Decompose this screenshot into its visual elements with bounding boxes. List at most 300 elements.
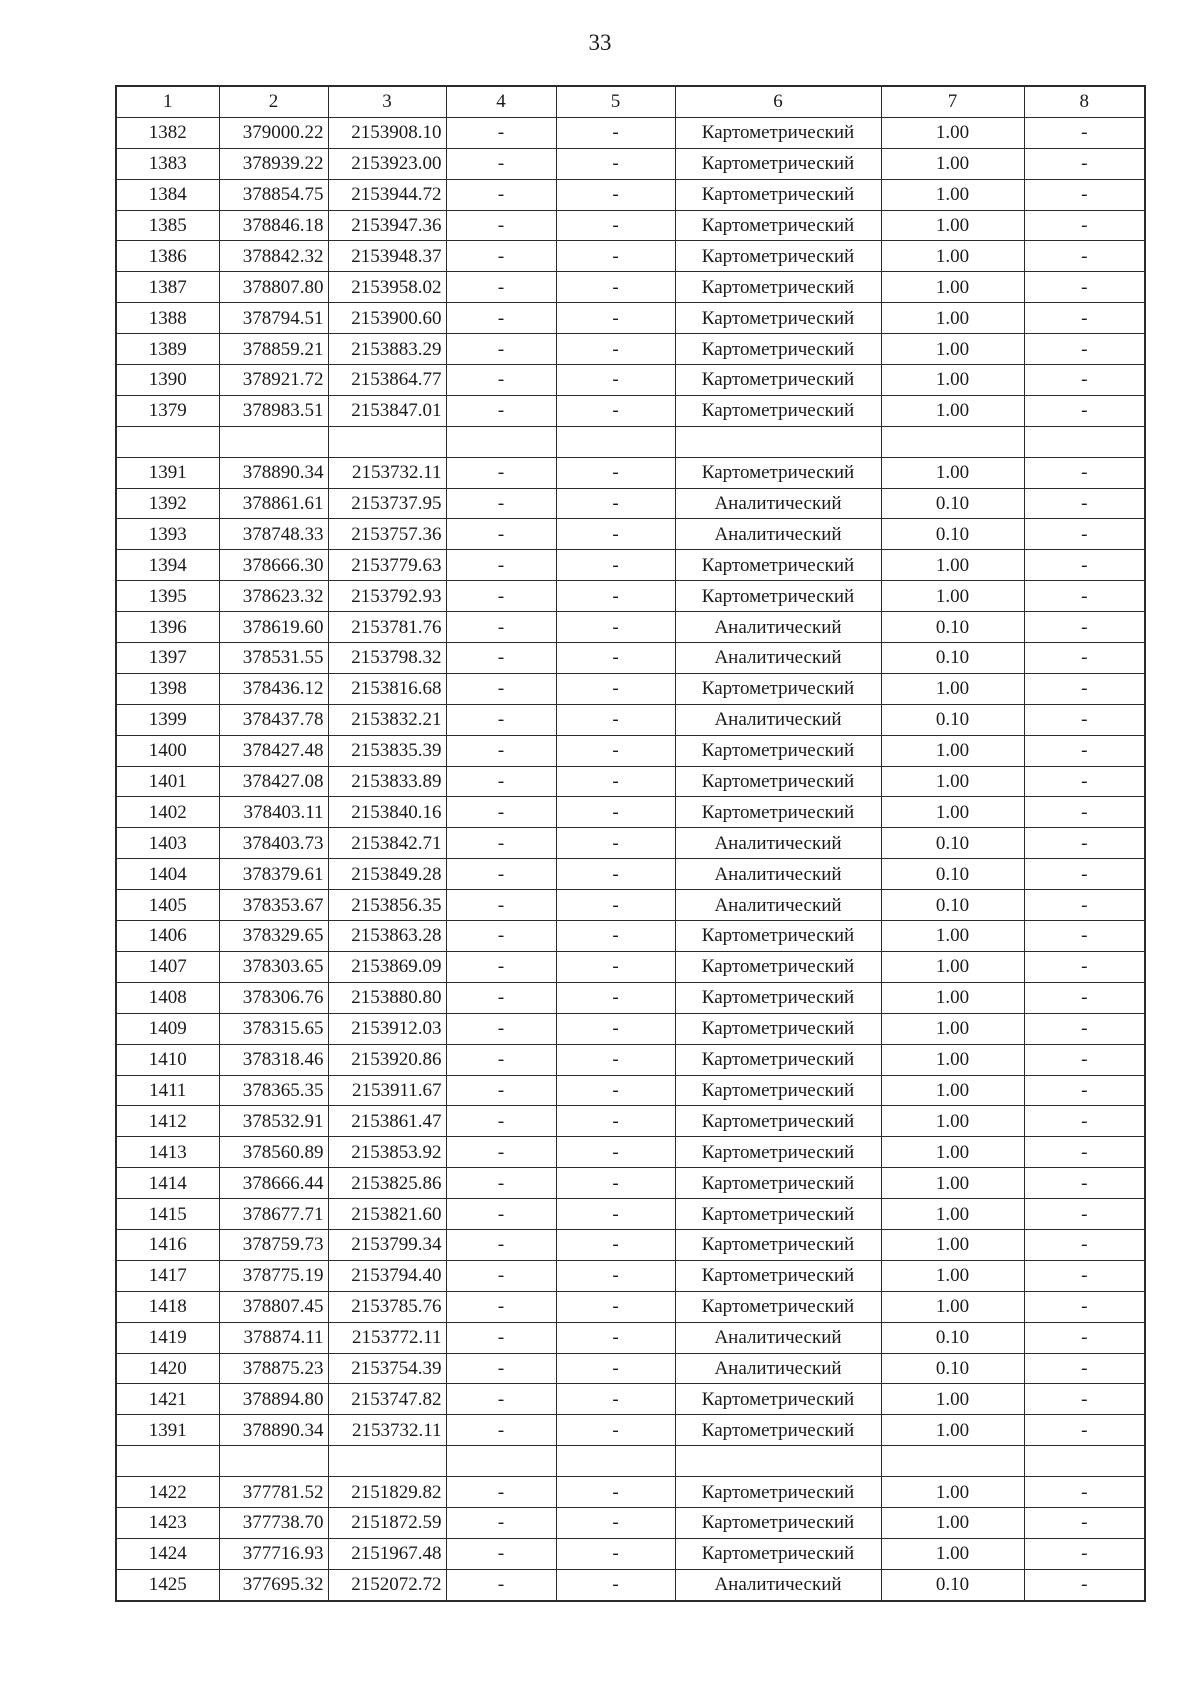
table-cell: -	[446, 1384, 556, 1415]
table-cell: -	[446, 982, 556, 1013]
table-row	[116, 1075, 1145, 1106]
table-cell: -	[556, 334, 675, 365]
table-cell: -	[556, 859, 675, 890]
table-cell: Картометрический	[675, 1137, 881, 1168]
table-cell: 0.10	[881, 890, 1024, 921]
table-cell: 1.00	[881, 951, 1024, 982]
table-row	[116, 859, 1145, 890]
table-cell: 2153732.11	[328, 1415, 446, 1446]
table-cell: 1406	[116, 921, 219, 952]
table-cell: -	[446, 921, 556, 952]
table-cell: 1386	[116, 241, 219, 272]
table-row	[116, 334, 1145, 365]
table-cell: 1.00	[881, 457, 1024, 488]
table-cell: -	[1024, 1075, 1145, 1106]
table-cell: 1415	[116, 1199, 219, 1230]
table-row	[116, 890, 1145, 921]
table-cell: Картометрический	[675, 1384, 881, 1415]
table-cell: 1412	[116, 1106, 219, 1137]
table-cell: 378619.60	[219, 612, 328, 643]
table-cell: 2153900.60	[328, 303, 446, 334]
table-cell: Картометрический	[675, 921, 881, 952]
table-cell: -	[556, 117, 675, 148]
table-cell: 1.00	[881, 241, 1024, 272]
table-cell: -	[556, 1538, 675, 1569]
table-cell: 0.10	[881, 1569, 1024, 1600]
table-cell: 378875.23	[219, 1353, 328, 1384]
table-row	[116, 704, 1145, 735]
table-cell: -	[556, 1106, 675, 1137]
table-cell: 2153757.36	[328, 519, 446, 550]
table-cell: 1420	[116, 1353, 219, 1384]
table-cell: Картометрический	[675, 1106, 881, 1137]
table-cell: -	[446, 1538, 556, 1569]
table-cell: 1.00	[881, 1137, 1024, 1168]
table-cell: -	[1024, 1569, 1145, 1600]
table-row	[116, 179, 1145, 210]
table-cell: 377738.70	[219, 1507, 328, 1538]
table-cell: 1411	[116, 1075, 219, 1106]
table-cell: 378365.35	[219, 1075, 328, 1106]
table-cell: 1379	[116, 395, 219, 426]
table-row	[116, 1013, 1145, 1044]
table-header-row	[116, 86, 1145, 117]
table-cell: -	[556, 457, 675, 488]
table-cell: -	[556, 1507, 675, 1538]
table-cell: -	[1024, 241, 1145, 272]
table-cell: -	[446, 581, 556, 612]
table-cell: -	[1024, 1229, 1145, 1260]
table-cell: -	[556, 148, 675, 179]
table-cell: Картометрический	[675, 395, 881, 426]
table-cell: 378775.19	[219, 1260, 328, 1291]
table-cell: -	[556, 982, 675, 1013]
table-cell: 1.00	[881, 581, 1024, 612]
table-cell: 378894.80	[219, 1384, 328, 1415]
table-cell: -	[446, 1044, 556, 1075]
table-cell: 1.00	[881, 735, 1024, 766]
table-cell: -	[1024, 859, 1145, 890]
table-cell	[881, 1446, 1024, 1477]
table-cell: 2153842.71	[328, 828, 446, 859]
table-cell: Картометрический	[675, 1044, 881, 1075]
table-cell: 2153849.28	[328, 859, 446, 890]
table-cell: 378759.73	[219, 1229, 328, 1260]
table-cell	[116, 426, 219, 457]
table-row	[116, 1507, 1145, 1538]
table-cell: -	[556, 179, 675, 210]
table-cell: 0.10	[881, 488, 1024, 519]
header-cell: 4	[446, 86, 556, 117]
table-cell: 1391	[116, 1415, 219, 1446]
table-cell: Картометрический	[675, 1291, 881, 1322]
table-cell: 378666.30	[219, 550, 328, 581]
table-cell: -	[1024, 1137, 1145, 1168]
table-cell: -	[1024, 365, 1145, 396]
table-cell: -	[1024, 1507, 1145, 1538]
table-cell: Картометрический	[675, 673, 881, 704]
table-cell: -	[446, 488, 556, 519]
table-cell: -	[556, 1353, 675, 1384]
table-cell: 378532.91	[219, 1106, 328, 1137]
table-cell: 378403.73	[219, 828, 328, 859]
table-cell: -	[1024, 519, 1145, 550]
table-cell: -	[556, 1260, 675, 1291]
table-row	[116, 1477, 1145, 1508]
table-cell: -	[446, 735, 556, 766]
table-cell: 378794.51	[219, 303, 328, 334]
table-cell: -	[556, 612, 675, 643]
table-cell: -	[556, 1199, 675, 1230]
table-cell: -	[446, 1013, 556, 1044]
table-cell: -	[446, 550, 556, 581]
table-cell: -	[446, 241, 556, 272]
table-cell: 1.00	[881, 117, 1024, 148]
table-row	[116, 426, 1145, 457]
table-cell: -	[1024, 272, 1145, 303]
table-cell	[1024, 426, 1145, 457]
table-cell: -	[446, 1137, 556, 1168]
table-row	[116, 581, 1145, 612]
table-row	[116, 395, 1145, 426]
table-cell: 1400	[116, 735, 219, 766]
table-cell: -	[1024, 1168, 1145, 1199]
table-cell: 378353.67	[219, 890, 328, 921]
table-cell: 2153861.47	[328, 1106, 446, 1137]
table-cell	[446, 1446, 556, 1477]
table-cell: -	[556, 303, 675, 334]
table-cell: -	[1024, 334, 1145, 365]
table-cell: -	[1024, 673, 1145, 704]
table-cell: 2153853.92	[328, 1137, 446, 1168]
table-cell: -	[446, 148, 556, 179]
table-row	[116, 1322, 1145, 1353]
table-cell: Картометрический	[675, 1229, 881, 1260]
table-cell: -	[1024, 766, 1145, 797]
table-cell: -	[1024, 581, 1145, 612]
table-cell: -	[1024, 550, 1145, 581]
table-cell: 378531.55	[219, 643, 328, 674]
table-cell: Картометрический	[675, 148, 881, 179]
table-cell: -	[446, 828, 556, 859]
table-cell	[219, 426, 328, 457]
table-row	[116, 1569, 1145, 1600]
table-cell: Картометрический	[675, 117, 881, 148]
table-cell: 378807.45	[219, 1291, 328, 1322]
table-cell: 1.00	[881, 1044, 1024, 1075]
table-cell: Аналитический	[675, 828, 881, 859]
table-cell: Картометрический	[675, 365, 881, 396]
table-row	[116, 921, 1145, 952]
table-row	[116, 117, 1145, 148]
table-cell: 1389	[116, 334, 219, 365]
table-cell: 1.00	[881, 1415, 1024, 1446]
table-cell: 378861.61	[219, 488, 328, 519]
table-row	[116, 148, 1145, 179]
table-row	[116, 1446, 1145, 1477]
table-cell: -	[446, 766, 556, 797]
table-cell: 1395	[116, 581, 219, 612]
table-cell: 2153947.36	[328, 210, 446, 241]
table-cell: -	[1024, 1044, 1145, 1075]
table-cell: 1383	[116, 148, 219, 179]
table-cell: -	[446, 612, 556, 643]
table-cell: -	[556, 272, 675, 303]
table-cell: 0.10	[881, 704, 1024, 735]
table-cell	[219, 1446, 328, 1477]
table-cell: 378677.71	[219, 1199, 328, 1230]
table-cell: Картометрический	[675, 272, 881, 303]
table-row	[116, 210, 1145, 241]
table-cell: 378939.22	[219, 148, 328, 179]
table-row	[116, 951, 1145, 982]
table-cell: 2153799.34	[328, 1229, 446, 1260]
table-cell: -	[556, 673, 675, 704]
table-cell: Картометрический	[675, 1260, 881, 1291]
table-cell: 2153772.11	[328, 1322, 446, 1353]
table-cell: -	[556, 766, 675, 797]
table-cell: 1.00	[881, 1013, 1024, 1044]
table-cell: 1410	[116, 1044, 219, 1075]
table-cell: 1417	[116, 1260, 219, 1291]
table-cell: 0.10	[881, 519, 1024, 550]
table-cell: 1.00	[881, 148, 1024, 179]
table-cell: -	[446, 457, 556, 488]
table-row	[116, 1291, 1145, 1322]
table-cell: -	[556, 828, 675, 859]
table-cell: Аналитический	[675, 1353, 881, 1384]
table-cell: 1418	[116, 1291, 219, 1322]
table-cell: -	[556, 519, 675, 550]
table-cell: -	[446, 395, 556, 426]
table-cell: -	[556, 395, 675, 426]
header-cell: 2	[219, 86, 328, 117]
page-number: 33	[588, 30, 612, 55]
table-cell: -	[556, 797, 675, 828]
table-cell: 1.00	[881, 797, 1024, 828]
table-cell: 1.00	[881, 1199, 1024, 1230]
table-cell: -	[446, 1415, 556, 1446]
table-cell: -	[1024, 612, 1145, 643]
table-cell: -	[446, 673, 556, 704]
table-cell: -	[446, 1199, 556, 1230]
table-cell: -	[556, 488, 675, 519]
table-cell: 0.10	[881, 612, 1024, 643]
table-cell: 2153794.40	[328, 1260, 446, 1291]
table-cell: 378303.65	[219, 951, 328, 982]
table-cell: 1407	[116, 951, 219, 982]
table-cell: -	[446, 1106, 556, 1137]
coordinates-table	[115, 85, 1146, 1602]
table-cell	[556, 426, 675, 457]
table-cell: 1392	[116, 488, 219, 519]
table-cell: 2153798.32	[328, 643, 446, 674]
table-cell: -	[1024, 1415, 1145, 1446]
table-cell: 2153747.82	[328, 1384, 446, 1415]
table-cell: -	[446, 179, 556, 210]
table-cell: -	[446, 1075, 556, 1106]
table-cell: 378437.78	[219, 704, 328, 735]
table-cell: Картометрический	[675, 457, 881, 488]
table-cell: 1.00	[881, 334, 1024, 365]
table-cell: Картометрический	[675, 1199, 881, 1230]
table-cell: 1.00	[881, 1075, 1024, 1106]
table-cell: 2153908.10	[328, 117, 446, 148]
table-cell: Картометрический	[675, 241, 881, 272]
table-cell: 378842.32	[219, 241, 328, 272]
table-row	[116, 1044, 1145, 1075]
table-row	[116, 797, 1145, 828]
table-cell: Картометрический	[675, 550, 881, 581]
table-cell: -	[556, 643, 675, 674]
table-cell: -	[556, 1569, 675, 1600]
table-cell: -	[556, 1229, 675, 1260]
table-row	[116, 673, 1145, 704]
table-cell: -	[446, 272, 556, 303]
table-cell: -	[1024, 1322, 1145, 1353]
table-cell: Картометрический	[675, 951, 881, 982]
table-cell: -	[446, 643, 556, 674]
table-row	[116, 1229, 1145, 1260]
table-cell: 1.00	[881, 673, 1024, 704]
table-cell: -	[556, 890, 675, 921]
table-cell: -	[1024, 890, 1145, 921]
table-cell: 1416	[116, 1229, 219, 1260]
table-cell: 1399	[116, 704, 219, 735]
table-cell: 0.10	[881, 1322, 1024, 1353]
table-cell: 1.00	[881, 303, 1024, 334]
table-cell: 1.00	[881, 272, 1024, 303]
table-cell: -	[1024, 210, 1145, 241]
table-cell	[1024, 1446, 1145, 1477]
table-cell: -	[1024, 1199, 1145, 1230]
table-cell: Аналитический	[675, 890, 881, 921]
table-row	[116, 1260, 1145, 1291]
table-cell: 1397	[116, 643, 219, 674]
table-cell: 1.00	[881, 1507, 1024, 1538]
table-cell: -	[1024, 1013, 1145, 1044]
table-cell: 1402	[116, 797, 219, 828]
table-cell: -	[556, 1013, 675, 1044]
table-row	[116, 303, 1145, 334]
table-row	[116, 550, 1145, 581]
table-cell: -	[556, 1322, 675, 1353]
table-row	[116, 735, 1145, 766]
table-cell: -	[446, 1507, 556, 1538]
table-cell: 1385	[116, 210, 219, 241]
header-cell: 6	[675, 86, 881, 117]
table-cell: 2153847.01	[328, 395, 446, 426]
table-cell: -	[556, 921, 675, 952]
table-cell: 378846.18	[219, 210, 328, 241]
table-row	[116, 828, 1145, 859]
table-cell: 2153864.77	[328, 365, 446, 396]
table-cell: 1.00	[881, 982, 1024, 1013]
table-cell: 1414	[116, 1168, 219, 1199]
table-cell: 1.00	[881, 550, 1024, 581]
table-cell: 2153883.29	[328, 334, 446, 365]
table-cell: 0.10	[881, 1353, 1024, 1384]
table-cell: 2153869.09	[328, 951, 446, 982]
table-cell: -	[1024, 1477, 1145, 1508]
table-cell: Аналитический	[675, 519, 881, 550]
table-cell: 1.00	[881, 210, 1024, 241]
table-cell: Аналитический	[675, 859, 881, 890]
table-cell: 1394	[116, 550, 219, 581]
table-row	[116, 1106, 1145, 1137]
table-cell: 378666.44	[219, 1168, 328, 1199]
table-cell: 2153833.89	[328, 766, 446, 797]
table-cell: 1419	[116, 1322, 219, 1353]
table-cell: -	[1024, 704, 1145, 735]
table-cell: 1405	[116, 890, 219, 921]
table-cell: -	[446, 1291, 556, 1322]
table-cell: -	[446, 303, 556, 334]
table-row	[116, 1199, 1145, 1230]
table-cell: 1.00	[881, 1260, 1024, 1291]
table-cell: 378623.32	[219, 581, 328, 612]
table-cell: 378379.61	[219, 859, 328, 890]
table-cell: -	[556, 365, 675, 396]
table-cell: 1.00	[881, 179, 1024, 210]
table-cell: 378983.51	[219, 395, 328, 426]
table-cell: Картометрический	[675, 797, 881, 828]
table-cell: 1382	[116, 117, 219, 148]
table-cell: -	[1024, 457, 1145, 488]
table-cell: 1.00	[881, 1538, 1024, 1569]
table-cell: 1401	[116, 766, 219, 797]
table-cell: 2151872.59	[328, 1507, 446, 1538]
table-cell: 378890.34	[219, 1415, 328, 1446]
table-cell: -	[446, 1569, 556, 1600]
table-cell: 378403.11	[219, 797, 328, 828]
table-cell: -	[1024, 735, 1145, 766]
table-cell: -	[556, 1137, 675, 1168]
table-cell: 2153835.39	[328, 735, 446, 766]
table-cell: 378427.48	[219, 735, 328, 766]
table-cell: 378329.65	[219, 921, 328, 952]
table-row	[116, 766, 1145, 797]
table-row	[116, 519, 1145, 550]
table-cell: -	[446, 365, 556, 396]
table-cell: 1384	[116, 179, 219, 210]
table-cell: -	[556, 704, 675, 735]
table-cell: 1387	[116, 272, 219, 303]
table-cell: 2153863.28	[328, 921, 446, 952]
table-cell: -	[556, 951, 675, 982]
table-cell: 2153832.21	[328, 704, 446, 735]
table-cell: 1408	[116, 982, 219, 1013]
table-cell: 2153920.86	[328, 1044, 446, 1075]
table-cell: 378306.76	[219, 982, 328, 1013]
table-cell: -	[1024, 828, 1145, 859]
table-cell	[446, 426, 556, 457]
table-cell: 378854.75	[219, 179, 328, 210]
table-cell: -	[446, 1229, 556, 1260]
table-cell: 2153840.16	[328, 797, 446, 828]
table-row	[116, 612, 1145, 643]
table-cell: Картометрический	[675, 210, 881, 241]
table-cell: Картометрический	[675, 982, 881, 1013]
table-cell: -	[556, 1415, 675, 1446]
table-cell: 2152072.72	[328, 1569, 446, 1600]
table-cell: 1.00	[881, 1168, 1024, 1199]
table-cell: 2151967.48	[328, 1538, 446, 1569]
table-cell: Картометрический	[675, 1415, 881, 1446]
table-cell: 1403	[116, 828, 219, 859]
table-row	[116, 982, 1145, 1013]
table-row	[116, 488, 1145, 519]
